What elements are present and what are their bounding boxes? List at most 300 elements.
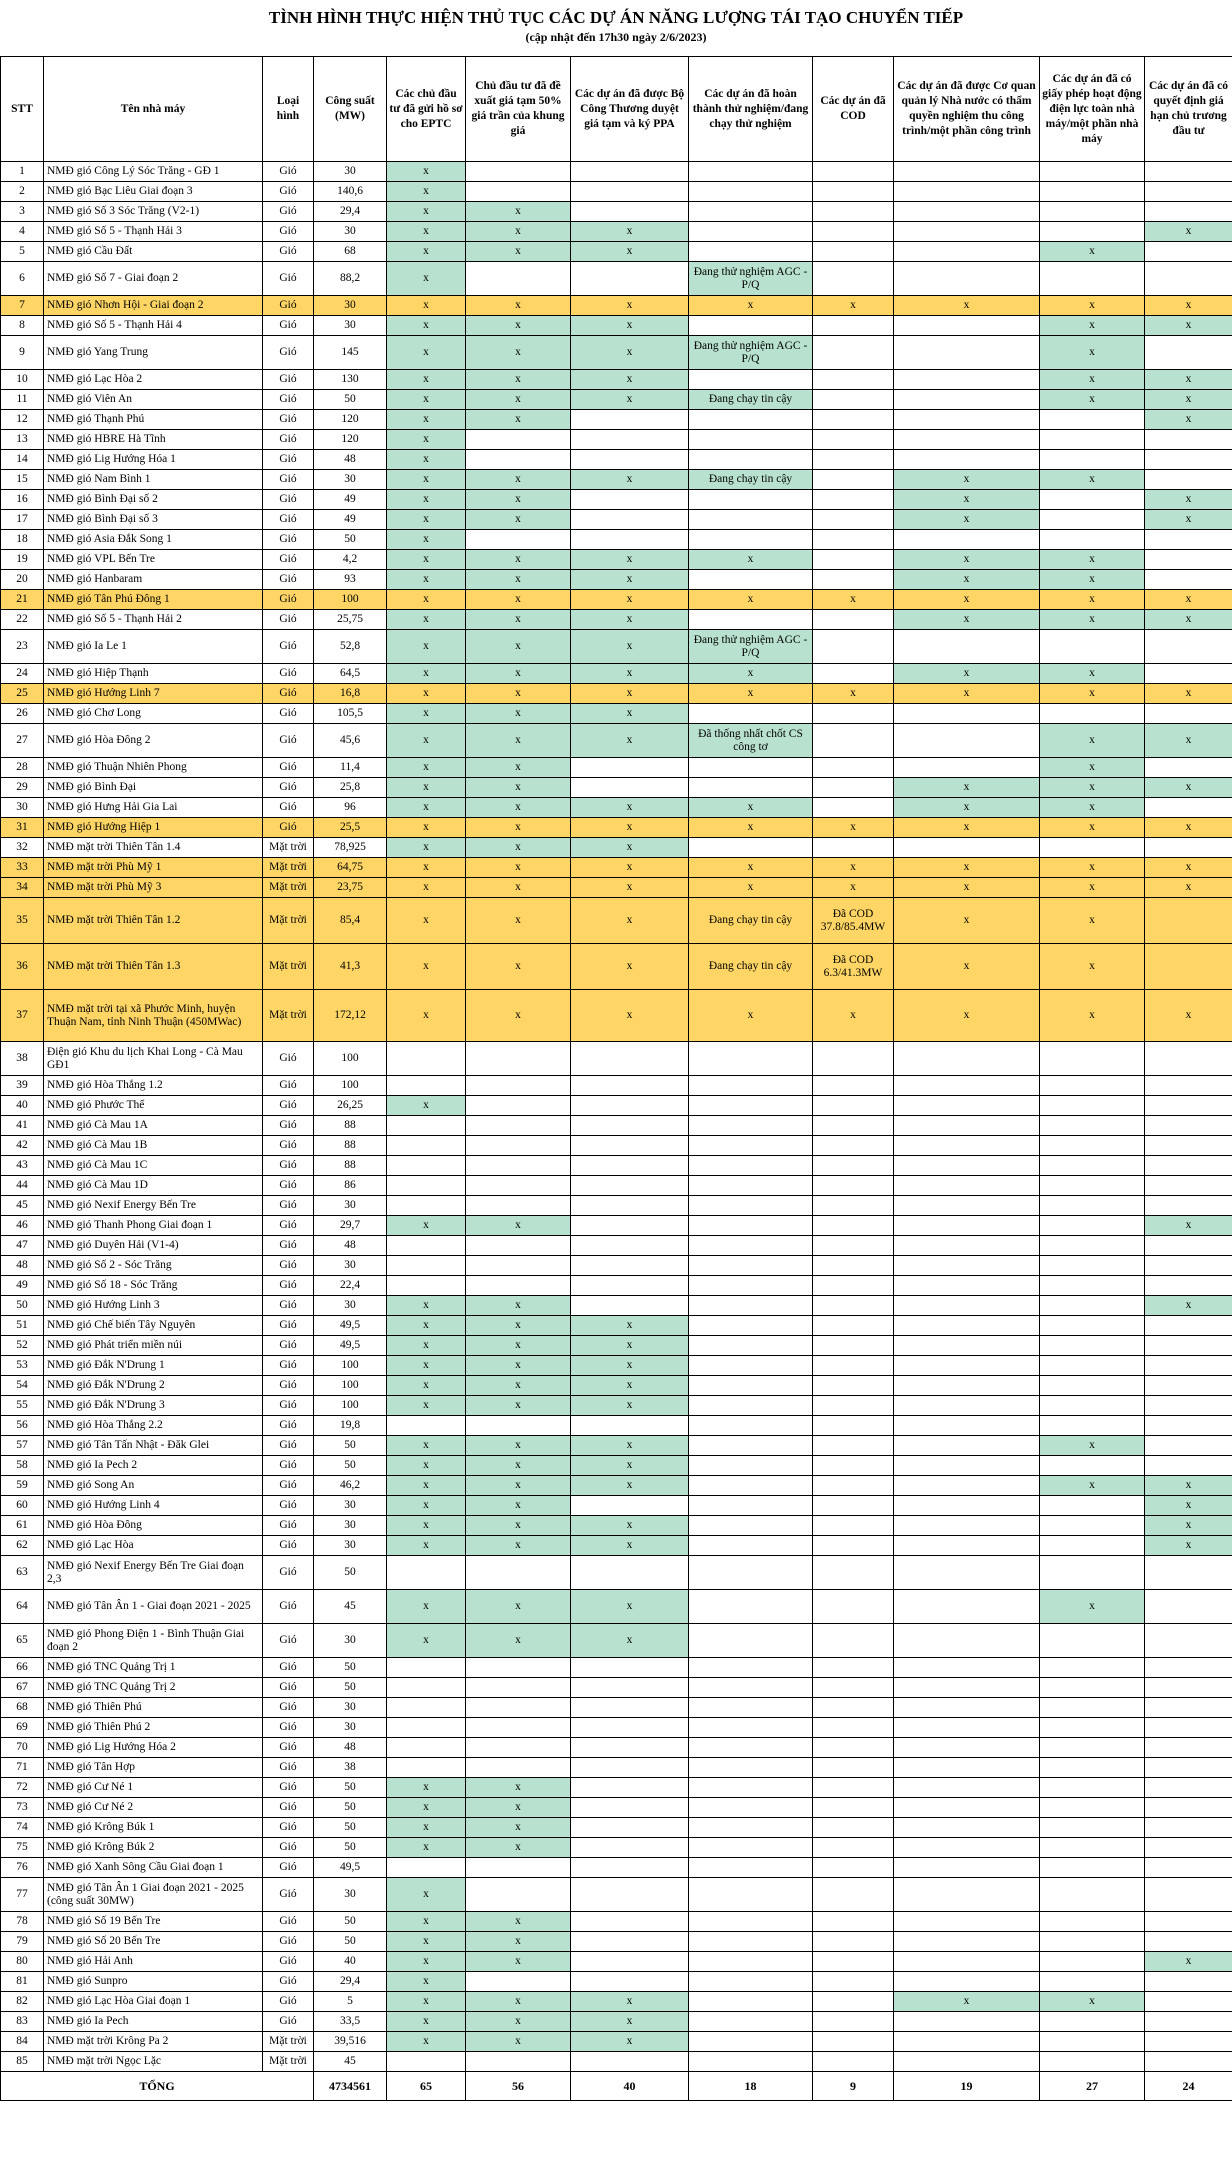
row-status-cell [689, 1316, 813, 1336]
table-row [1, 1476, 1232, 1496]
row-status-cell [1145, 1076, 1232, 1096]
row-status-cell [1145, 1658, 1232, 1678]
row-status-cell: x [466, 1436, 571, 1456]
row-status-cell: x [1145, 684, 1232, 704]
row-status-cell [1145, 2032, 1232, 2052]
row-status-cell: x [1145, 316, 1232, 336]
table-row [1, 1858, 1232, 1878]
row-stt: 22 [1, 610, 44, 630]
row-status-cell [894, 1738, 1040, 1758]
row-status-cell: x [1145, 390, 1232, 410]
row-stt: 84 [1, 2032, 44, 2052]
row-stt: 68 [1, 1698, 44, 1718]
row-status-cell: x [387, 296, 466, 316]
row-status-cell: x [1145, 778, 1232, 798]
row-plant-name: NMĐ gió Nam Bình 1 [44, 470, 263, 490]
row-status-cell [466, 1042, 571, 1076]
row-status-cell: x [387, 336, 466, 370]
row-status-cell: x [466, 1216, 571, 1236]
table-row [1, 530, 1232, 550]
row-status-cell: x [466, 316, 571, 336]
row-capacity: 93 [314, 570, 387, 590]
row-status-cell [894, 202, 1040, 222]
row-type: Gió [263, 1858, 314, 1878]
row-capacity: 30 [314, 1624, 387, 1658]
table-row [1, 1436, 1232, 1456]
row-type: Gió [263, 1336, 314, 1356]
row-stt: 38 [1, 1042, 44, 1076]
row-status-cell [813, 724, 894, 758]
row-stt: 12 [1, 410, 44, 430]
row-status-cell [387, 1556, 466, 1590]
row-capacity: 68 [314, 242, 387, 262]
row-status-cell [1040, 530, 1145, 550]
row-status-cell [466, 1096, 571, 1116]
row-status-cell [1145, 1256, 1232, 1276]
row-status-cell [466, 450, 571, 470]
row-status-cell [1040, 1624, 1145, 1658]
row-type: Gió [263, 1396, 314, 1416]
row-stt: 60 [1, 1496, 44, 1516]
row-status-cell [894, 1256, 1040, 1276]
row-status-cell [1145, 1992, 1232, 2012]
table-row [1, 550, 1232, 570]
row-status-cell [689, 370, 813, 390]
row-status-cell: x [1040, 798, 1145, 818]
row-status-cell: x [1145, 490, 1232, 510]
table-row [1, 222, 1232, 242]
row-plant-name: NMĐ mặt trời Ngọc Lặc [44, 2052, 263, 2072]
row-type: Gió [263, 1536, 314, 1556]
row-status-cell [813, 1436, 894, 1456]
row-status-cell: x [466, 1932, 571, 1952]
row-type: Mặt trời [263, 878, 314, 898]
row-capacity: 30 [314, 222, 387, 242]
row-plant-name: NMĐ gió Lig Hướng Hóa 2 [44, 1738, 263, 1758]
row-status-cell [1145, 1236, 1232, 1256]
row-type: Gió [263, 1236, 314, 1256]
row-status-cell [1040, 1798, 1145, 1818]
row-status-cell [1040, 1912, 1145, 1932]
row-status-cell [1145, 450, 1232, 470]
row-status-cell: x [387, 410, 466, 430]
row-capacity: 33,5 [314, 2012, 387, 2032]
row-status-cell [1040, 162, 1145, 182]
row-status-cell [1145, 530, 1232, 550]
row-status-cell [1040, 1952, 1145, 1972]
row-plant-name: NMĐ gió Hướng Hiệp 1 [44, 818, 263, 838]
row-plant-name: NMĐ gió Hòa Đông 2 [44, 724, 263, 758]
row-capacity: 30 [314, 1496, 387, 1516]
row-status-cell [813, 162, 894, 182]
row-status-cell: x [387, 430, 466, 450]
row-type: Gió [263, 1176, 314, 1196]
row-status-cell: x [813, 818, 894, 838]
row-status-cell: x [387, 1456, 466, 1476]
row-status-cell [1040, 1396, 1145, 1416]
row-stt: 24 [1, 664, 44, 684]
row-status-cell [571, 1952, 689, 1972]
row-status-cell [813, 1878, 894, 1912]
row-status-cell [689, 1778, 813, 1798]
row-stt: 73 [1, 1798, 44, 1818]
row-type: Gió [263, 550, 314, 570]
row-plant-name: NMĐ gió Nexif Energy Bến Tre [44, 1196, 263, 1216]
row-status-cell [689, 182, 813, 202]
column-header: STT [1, 57, 44, 162]
row-status-cell [1145, 798, 1232, 818]
row-plant-name: NMĐ gió Hanbaram [44, 570, 263, 590]
row-type: Gió [263, 570, 314, 590]
table-row [1, 1912, 1232, 1932]
row-stt: 23 [1, 630, 44, 664]
table-row [1, 2052, 1232, 2072]
row-capacity: 100 [314, 1356, 387, 1376]
row-status-cell [1040, 1356, 1145, 1376]
report-subtitle: (cập nhật đến 17h30 ngày 2/6/2023) [525, 30, 707, 44]
row-status-cell [1145, 1758, 1232, 1778]
row-status-cell [894, 1416, 1040, 1436]
row-status-cell [813, 1476, 894, 1496]
row-type: Gió [263, 758, 314, 778]
row-status-cell [894, 182, 1040, 202]
row-stt: 75 [1, 1838, 44, 1858]
table-row [1, 1658, 1232, 1678]
row-status-cell [1145, 1718, 1232, 1738]
row-status-cell: x [1145, 610, 1232, 630]
row-plant-name: NMĐ gió Duyên Hải (V1-4) [44, 1236, 263, 1256]
row-stt: 71 [1, 1758, 44, 1778]
row-status-cell [813, 1818, 894, 1838]
row-stt: 61 [1, 1516, 44, 1536]
row-stt: 65 [1, 1624, 44, 1658]
row-status-cell [571, 1416, 689, 1436]
row-stt: 11 [1, 390, 44, 410]
row-status-cell: x [1145, 818, 1232, 838]
row-status-cell [689, 530, 813, 550]
row-stt: 31 [1, 818, 44, 838]
table-row [1, 1156, 1232, 1176]
row-type: Gió [263, 222, 314, 242]
row-capacity: 50 [314, 530, 387, 550]
row-status-cell [689, 316, 813, 336]
row-status-cell: x [1040, 336, 1145, 370]
row-status-cell [571, 1236, 689, 1256]
row-plant-name: NMĐ gió Tân Hợp [44, 1758, 263, 1778]
row-status-cell: x [571, 1516, 689, 1536]
table-row [1, 182, 1232, 202]
row-stt: 36 [1, 944, 44, 990]
row-status-cell: x [466, 858, 571, 878]
row-status-cell [1040, 1972, 1145, 1992]
row-status-cell [689, 2032, 813, 2052]
row-status-cell [1040, 430, 1145, 450]
row-status-cell: x [1040, 570, 1145, 590]
table-row [1, 242, 1232, 262]
row-status-cell: x [571, 470, 689, 490]
row-status-cell: x [387, 838, 466, 858]
row-status-cell [466, 1136, 571, 1156]
row-type: Gió [263, 1476, 314, 1496]
row-status-cell [571, 530, 689, 550]
row-capacity: 120 [314, 410, 387, 430]
row-type: Gió [263, 724, 314, 758]
row-status-cell: x [466, 2012, 571, 2032]
row-status-cell: x [1040, 610, 1145, 630]
totals-capacity: 4734561 [314, 2072, 387, 2101]
row-status-cell: x [571, 630, 689, 664]
row-status-cell [689, 838, 813, 858]
row-status-cell: x [387, 1436, 466, 1456]
row-status-cell: x [689, 858, 813, 878]
table-row [1, 704, 1232, 724]
row-status-cell [894, 758, 1040, 778]
row-stt: 14 [1, 450, 44, 470]
row-capacity: 30 [314, 1878, 387, 1912]
row-plant-name: NMĐ gió Cầu Đất [44, 242, 263, 262]
row-status-cell [1145, 1778, 1232, 1798]
row-status-cell: x [571, 570, 689, 590]
row-status-cell [1145, 1276, 1232, 1296]
row-status-cell [1040, 1336, 1145, 1356]
row-status-cell [894, 1758, 1040, 1778]
row-status-cell [894, 1176, 1040, 1196]
row-status-cell [813, 1798, 894, 1818]
table-row [1, 778, 1232, 798]
row-status-cell: x [571, 1336, 689, 1356]
row-status-cell: x [466, 724, 571, 758]
row-stt: 50 [1, 1296, 44, 1316]
row-status-cell: x [387, 1516, 466, 1536]
row-plant-name: NMĐ gió Bình Đại số 3 [44, 510, 263, 530]
row-status-cell: x [387, 1778, 466, 1798]
row-status-cell: x [387, 898, 466, 944]
table-row [1, 2012, 1232, 2032]
row-capacity: 48 [314, 1236, 387, 1256]
row-stt: 53 [1, 1356, 44, 1376]
row-type: Gió [263, 1838, 314, 1858]
totals-count: 9 [813, 2072, 894, 2101]
row-status-cell: x [571, 296, 689, 316]
row-status-cell [1145, 202, 1232, 222]
table-row [1, 1316, 1232, 1336]
row-status-cell: x [466, 570, 571, 590]
row-status-cell [571, 1932, 689, 1952]
row-status-cell [571, 1196, 689, 1216]
row-status-cell: x [1040, 1590, 1145, 1624]
row-status-cell [387, 1196, 466, 1216]
row-capacity: 22,4 [314, 1276, 387, 1296]
row-status-cell: x [894, 510, 1040, 530]
row-status-cell [894, 1476, 1040, 1496]
table-row [1, 1952, 1232, 1972]
row-status-cell [466, 1758, 571, 1778]
row-status-cell [1040, 1216, 1145, 1236]
row-status-cell [689, 1878, 813, 1912]
row-status-cell [1040, 1932, 1145, 1952]
row-status-cell [689, 1516, 813, 1536]
table-row [1, 1216, 1232, 1236]
row-plant-name: NMĐ mặt trời tại xã Phước Minh, huyện Thuận Nam, tỉnh Ninh Thuận (450MWac) [44, 990, 263, 1042]
row-status-cell [571, 202, 689, 222]
row-status-cell [894, 1096, 1040, 1116]
table-row [1, 570, 1232, 590]
row-status-cell [1145, 944, 1232, 990]
row-status-cell: x [894, 684, 1040, 704]
row-type: Mặt trời [263, 944, 314, 990]
row-status-cell [387, 2052, 466, 2072]
row-status-cell [1145, 1738, 1232, 1758]
row-status-cell: x [813, 878, 894, 898]
row-status-cell [1040, 1456, 1145, 1476]
table-row [1, 1698, 1232, 1718]
row-status-cell [689, 1276, 813, 1296]
row-status-cell [813, 550, 894, 570]
row-capacity: 30 [314, 1196, 387, 1216]
row-capacity: 25,8 [314, 778, 387, 798]
row-status-cell [813, 1952, 894, 1972]
row-status-cell [1145, 2052, 1232, 2072]
row-capacity: 39,516 [314, 2032, 387, 2052]
row-type: Gió [263, 1416, 314, 1436]
row-stt: 16 [1, 490, 44, 510]
row-status-cell: x [387, 630, 466, 664]
row-status-cell [1145, 1356, 1232, 1376]
row-type: Gió [263, 1992, 314, 2012]
row-stt: 7 [1, 296, 44, 316]
row-stt: 30 [1, 798, 44, 818]
totals-row [1, 2072, 1232, 2101]
row-status-cell [813, 1858, 894, 1878]
row-status-cell: x [571, 336, 689, 370]
row-type: Gió [263, 1136, 314, 1156]
row-plant-name: NMĐ gió Bạc Liêu Giai đoạn 3 [44, 182, 263, 202]
column-header: Tên nhà máy [44, 57, 263, 162]
row-status-cell: x [894, 610, 1040, 630]
row-capacity: 30 [314, 162, 387, 182]
row-status-cell [466, 162, 571, 182]
row-capacity: 11,4 [314, 758, 387, 778]
row-status-cell: x [894, 898, 1040, 944]
row-stt: 47 [1, 1236, 44, 1256]
row-status-cell [689, 704, 813, 724]
row-capacity: 49 [314, 510, 387, 530]
row-status-cell [1040, 1698, 1145, 1718]
row-plant-name: NMĐ gió Thạnh Phú [44, 410, 263, 430]
row-plant-name: NMĐ gió Hiệp Thạnh [44, 664, 263, 684]
row-status-cell [1145, 1156, 1232, 1176]
row-capacity: 78,925 [314, 838, 387, 858]
row-status-cell [466, 1972, 571, 1992]
row-plant-name: NMĐ gió Krông Búk 2 [44, 1838, 263, 1858]
row-status-cell [571, 262, 689, 296]
row-stt: 45 [1, 1196, 44, 1216]
row-status-cell [466, 1276, 571, 1296]
table-row [1, 262, 1232, 296]
row-status-cell [689, 1436, 813, 1456]
row-status-cell [894, 336, 1040, 370]
row-capacity: 29,4 [314, 202, 387, 222]
row-status-cell: x [387, 2012, 466, 2032]
row-stt: 21 [1, 590, 44, 610]
row-status-cell: x [466, 990, 571, 1042]
row-status-cell: x [387, 878, 466, 898]
row-status-cell: x [387, 1296, 466, 1316]
row-capacity: 25,75 [314, 610, 387, 630]
row-type: Gió [263, 1556, 314, 1590]
row-status-cell: x [1040, 990, 1145, 1042]
table-row [1, 1718, 1232, 1738]
row-status-cell [387, 1276, 466, 1296]
row-status-cell [571, 450, 689, 470]
row-status-cell [689, 1838, 813, 1858]
row-status-cell [571, 2052, 689, 2072]
row-status-cell: x [813, 684, 894, 704]
table-row [1, 898, 1232, 944]
row-capacity: 145 [314, 336, 387, 370]
row-stt: 18 [1, 530, 44, 550]
row-status-cell [894, 1818, 1040, 1838]
row-capacity: 30 [314, 1296, 387, 1316]
row-status-cell [689, 1236, 813, 1256]
table-row [1, 724, 1232, 758]
table-row [1, 1590, 1232, 1624]
row-status-cell [689, 570, 813, 590]
row-plant-name: NMĐ gió TNC Quảng Trị 2 [44, 1678, 263, 1698]
row-status-cell: x [1040, 898, 1145, 944]
row-capacity: 50 [314, 1932, 387, 1952]
row-status-cell [571, 1738, 689, 1758]
row-status-cell: x [689, 684, 813, 704]
row-status-cell: x [894, 590, 1040, 610]
row-status-cell [813, 1236, 894, 1256]
row-capacity: 88 [314, 1136, 387, 1156]
row-type: Gió [263, 1316, 314, 1336]
row-stt: 4 [1, 222, 44, 242]
row-status-cell [689, 1396, 813, 1416]
row-status-cell [571, 1116, 689, 1136]
row-status-cell [894, 1912, 1040, 1932]
row-status-cell: x [1040, 370, 1145, 390]
row-capacity: 30 [314, 1256, 387, 1276]
row-stt: 49 [1, 1276, 44, 1296]
row-status-cell [689, 1156, 813, 1176]
row-status-cell [689, 1176, 813, 1196]
row-status-cell: x [1145, 1296, 1232, 1316]
row-status-cell [466, 530, 571, 550]
table-row [1, 1042, 1232, 1076]
row-status-cell: x [1040, 590, 1145, 610]
row-status-cell [689, 162, 813, 182]
row-status-cell: x [894, 990, 1040, 1042]
row-status-cell [1145, 470, 1232, 490]
row-status-cell: x [689, 664, 813, 684]
row-stt: 57 [1, 1436, 44, 1456]
row-plant-name: NMĐ gió Xanh Sông Cầu Giai đoạn 1 [44, 1858, 263, 1878]
row-status-cell: x [1040, 1436, 1145, 1456]
row-status-cell [571, 1678, 689, 1698]
row-status-cell: x [1145, 724, 1232, 758]
row-capacity: 46,2 [314, 1476, 387, 1496]
row-status-cell: x [1040, 390, 1145, 410]
row-status-cell: x [813, 296, 894, 316]
row-status-cell [387, 1136, 466, 1156]
row-stt: 25 [1, 684, 44, 704]
row-plant-name: NMĐ gió Hưng Hải Gia Lai [44, 798, 263, 818]
row-status-cell [894, 1778, 1040, 1798]
row-status-cell: x [571, 798, 689, 818]
row-status-cell: x [1040, 778, 1145, 798]
